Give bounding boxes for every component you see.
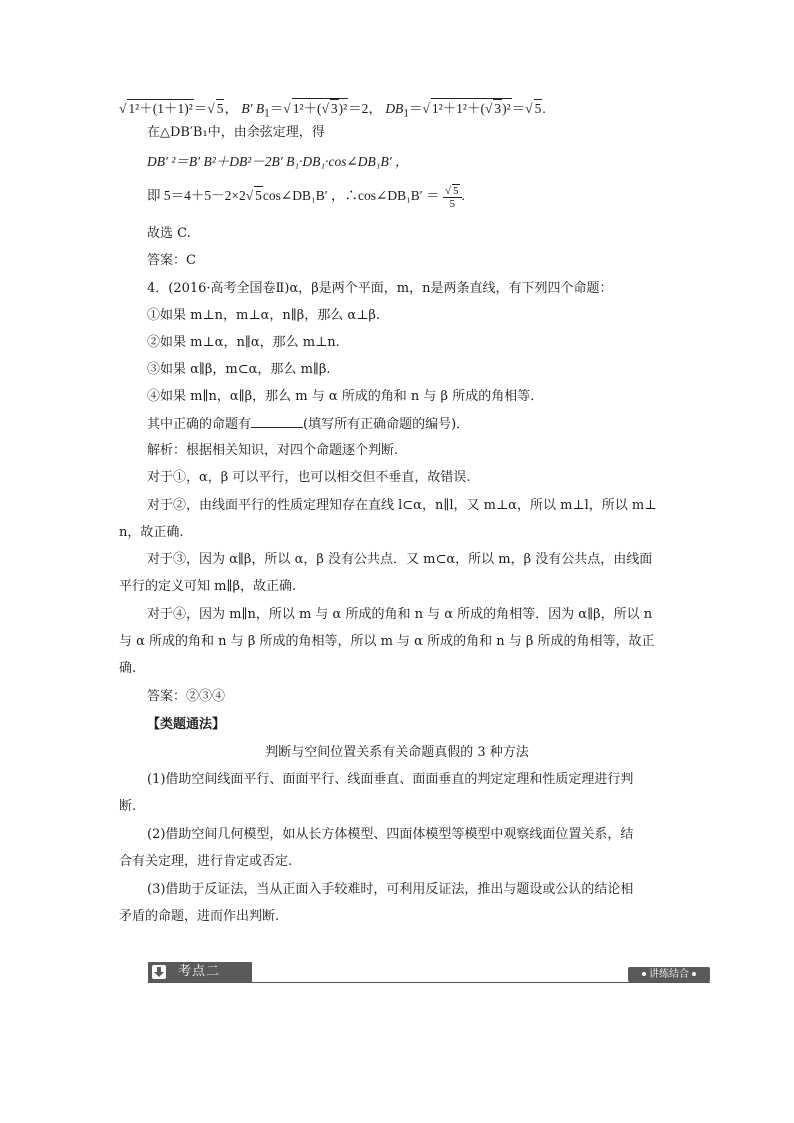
dot-icon: [642, 972, 646, 976]
banner-rule: [148, 982, 710, 983]
analysis-2: 对于②，由线面平行的性质定理知存在直线 l⊂α，n∥l，又 m⊥α，所以 m⊥l，所以 m⊥: [147, 498, 657, 513]
proposition-1: ①如果 m⊥n，m⊥α，n∥β，那么 α⊥β.: [147, 308, 381, 323]
section-label: 考点二: [178, 964, 221, 979]
method-3: (3)借助于反证法，当从正面入手较难时，可利用反证法，推出与题设或公认的结论相: [147, 882, 634, 897]
answer-line-1: 答案：C: [147, 253, 196, 268]
proposition-4: ④如果 m∥n，α∥β，那么 m 与 α 所成的角和 n 与 β 所成的角相等．: [147, 389, 544, 404]
analysis-4: 对于④，因为 m∥n，所以 m 与 α 所成的角和 n 与 α 所成的角相等．因为 α∥β，所以 n: [147, 607, 653, 622]
method-3-cont: 矛盾的命题，进而作出判断.: [119, 909, 280, 924]
cosine-result-line: 即 5＝4＋5－2×2√ 5cos∠DB₁B′ ，∴cos∠DB₁B′ ＝ $\frac{√ 5}{5}$ .: [147, 185, 465, 210]
choice-line: 故选 C.: [147, 226, 191, 241]
fraction-sqrt5-over-5: $\frac{√ 5}{5}$: [443, 184, 462, 210]
cosine-result-b: cos∠DB₁B′ ，∴cos∠DB₁B′ ＝: [262, 188, 440, 204]
method-1-cont: 断.: [119, 799, 137, 814]
section-banner: [148, 962, 710, 983]
section-badge: [148, 962, 252, 982]
analysis-1: 对于①，α，β 可以平行，也可以相交但不垂直，故错误.: [147, 470, 471, 485]
analysis-3: 对于③，因为 α∥β，所以 α，β 没有公共点．又 m⊂α，所以 m，β 没有公共点，由线面: [147, 552, 653, 567]
answer-line-2: 答案：②③④: [147, 689, 226, 704]
formula-tail: ＝2，: [348, 101, 382, 116]
practice-tag-label: 讲练结合: [649, 969, 689, 980]
fill-in-line: [147, 415, 469, 434]
formula-line-1: √ 1²＋(1＋1)²＝√ 5， B′ $B_1=√$ 1²＋(√ 3)²＝2， $DB_1=√$ 1²＋1²＋(√ 3)²＝√ 5.: [119, 98, 546, 123]
fill-in-prefix: 其中正确的命题有: [147, 417, 252, 432]
analysis-2-cont: n，故正确.: [119, 525, 184, 540]
question-4-stem: 4．(2016·高考全国卷Ⅱ)α，β是两个平面，m，n是两条直线，有下列四个命题：: [147, 281, 613, 296]
down-arrow-icon: [152, 965, 166, 979]
proposition-3: ③如果 α∥β，m⊂α，那么 m∥β.: [147, 362, 331, 377]
practice-tag: [628, 967, 710, 982]
sqrt-expr-1: √ 1²＋(1＋1)²＝√ 5，: [119, 101, 238, 116]
method-1: (1)借助空间线面平行、面面平行、线面垂直、面面垂直的判定定理和性质定理进行判: [147, 772, 634, 787]
analysis-3-cont: 平行的定义可知 m∥β，故正确.: [119, 579, 297, 594]
method-title: 判断与空间位置关系有关命题真假的 3 种方法: [265, 745, 529, 760]
cosine-law-formula: DB′ ²＝B′ B²＋DB²－2B′ B₁·DB₁·cos∠DB₁B′ ，: [147, 154, 409, 169]
proposition-2: ②如果 m⊥α，n∥α，那么 m⊥n.: [147, 335, 340, 350]
method-heading: 【类题通法】: [147, 717, 226, 732]
method-2-cont: 合有关定理，进行肯定或否定.: [119, 854, 293, 869]
analysis-intro: 解析：根据相关知识，对四个命题逐个判断.: [147, 443, 399, 458]
cosine-result-a: 即 5＝4＋5－2×2: [147, 188, 246, 204]
text-line-2: 在△DB′B₁中，由余弦定理，得: [147, 125, 325, 140]
analysis-4-end: 确.: [119, 661, 137, 676]
sqrt5-symbol: √ 5: [245, 188, 262, 204]
answer-blank: [251, 415, 303, 428]
fill-in-suffix: (填写所有正确命题的编号)．: [303, 417, 470, 432]
dot-icon: [692, 972, 696, 976]
analysis-4-cont: 与 α 所成的角和 n 与 β 所成的角相等，所以 m 与 α 所成的角和 n 与 β 所成的角相等，故正: [119, 634, 655, 649]
method-2: (2)借助空间几何模型，如从长方体模型、四面体模型等模型中观察线面位置关系，结: [147, 827, 634, 842]
